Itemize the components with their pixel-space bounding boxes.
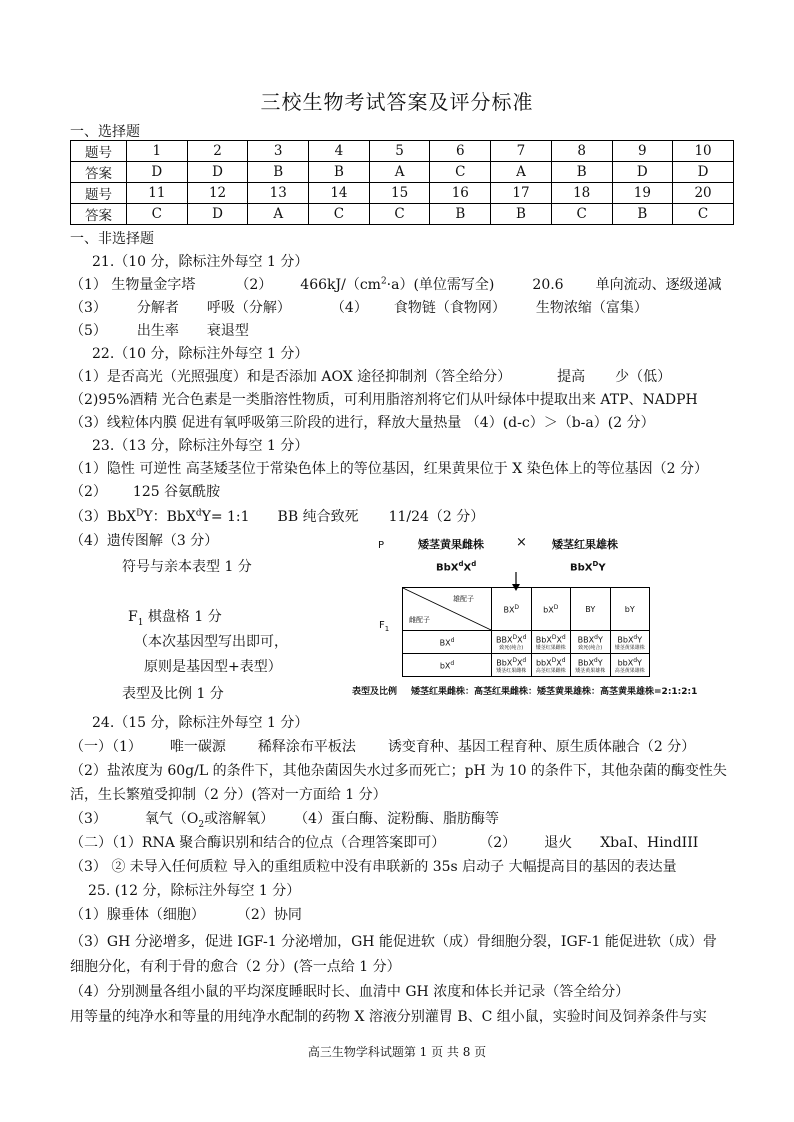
offspring-cell xyxy=(610,631,650,654)
answer-cell: B xyxy=(612,204,673,225)
female-gamete: $BX^d$ xyxy=(403,631,492,654)
superscript: d xyxy=(594,634,598,642)
cross-symbol: × xyxy=(516,535,527,550)
question-number: 17 xyxy=(491,183,552,204)
question-number: 1 xyxy=(127,141,188,162)
answer-text: （1）腺垂体（细胞） xyxy=(70,907,205,923)
genotype-text: Y xyxy=(598,562,606,574)
offspring-genotype: $BBX^DX^d$ xyxy=(496,634,527,645)
q23-line1: （1）隐性 可逆性 高茎矮茎位于常染色体上的等位基因，红果黄果位于 X 染色体上的等位基因（2 分） xyxy=(70,461,709,477)
female-gamete-label: 雌配子 xyxy=(409,616,430,624)
q23-line7: （本次基因型写出即可， xyxy=(134,634,288,650)
subscript: 1 xyxy=(384,625,390,633)
question-number: 12 xyxy=(187,183,248,204)
superscript: d xyxy=(561,634,566,642)
q24-line4 xyxy=(70,808,499,830)
male-gamete: bY xyxy=(610,588,650,631)
question-number: 10 xyxy=(673,141,734,162)
question-number: 3 xyxy=(248,141,309,162)
q25-line3: 细胞分化，有利于骨的愈合（2 分）(答一点给 1 分） xyxy=(70,959,401,975)
answer-text: 分解者 xyxy=(136,300,179,316)
answer-cell: C xyxy=(369,204,430,225)
answer-text: 棋盘格 1 分 xyxy=(143,609,222,625)
answer-text: 食物链（食物网） xyxy=(393,300,506,316)
answer-text: 20.6 xyxy=(532,277,564,293)
answer-text: （5） xyxy=(70,323,107,339)
answer-text: 11/24（2 分） xyxy=(388,509,485,525)
section-heading-nonchoice: 一、非选择题 xyxy=(70,231,154,247)
q22-line2: （2)95%酒精 光合色素是一类脂溶性物质，可利用脂溶剂将它们从叶绿体中提取出来 ATP、NADPH xyxy=(70,392,698,408)
subscript: 1 xyxy=(137,617,144,628)
q25-line2: （3）GH 分泌增多，促进 IGF-1 分泌增加，GH 能促进软（成）骨细胞分裂，IGF-1 能促进软（成）骨 xyxy=(70,934,717,950)
offspring-cell xyxy=(531,631,571,654)
answer-cell: A xyxy=(248,204,309,225)
superscript: D xyxy=(514,603,520,611)
q22-line3: （3）线粒体内膜 促进有氧呼吸第三阶段的进行，释放大量热量 （4）(d-c）＞（b-a）(2 分） xyxy=(70,415,655,431)
question-number: 15 xyxy=(369,183,430,204)
offspring-phenotype: 矮茎黄果雄株 xyxy=(614,644,645,651)
superscript: D xyxy=(512,634,518,642)
offspring-genotype: BbX$^d$Y xyxy=(577,657,603,668)
answer-text: F xyxy=(128,609,138,625)
question-number: 8 xyxy=(551,141,612,162)
question-number: 2 xyxy=(187,141,248,162)
male-genotype xyxy=(570,560,606,573)
answer-cell: A xyxy=(369,162,430,183)
superscript: 2 xyxy=(380,276,387,287)
superscript: d xyxy=(633,634,638,642)
q24-line5 xyxy=(70,832,698,852)
table-row xyxy=(71,162,734,183)
answer-cell: B xyxy=(430,204,491,225)
superscript: d xyxy=(522,657,527,665)
answer-cell: D xyxy=(673,162,734,183)
answer-text: 466kJ/（cm xyxy=(300,277,381,293)
genotype-text: X xyxy=(463,562,472,574)
q24-heading: 24.（15 分，除标注外每空 1 分） xyxy=(92,715,309,731)
q24-line3: 活，生长繁殖受抑制（2 分）(答对一方面给 1 分） xyxy=(70,787,387,803)
question-number: 5 xyxy=(369,141,430,162)
q23-line4: （4）遗传图解（3 分） xyxy=(70,533,219,549)
female-genotype xyxy=(436,560,476,573)
phenotype-ratio xyxy=(352,684,697,697)
q24-line1 xyxy=(70,736,695,756)
table-row xyxy=(403,654,650,677)
superscript: d xyxy=(450,659,455,667)
superscript: D xyxy=(592,560,599,568)
answer-text: 氧气（O xyxy=(144,811,199,827)
answer-text: （1）是否高光（光照强度）和是否添加 AOX 途径抑制剂（答全给分） xyxy=(70,369,512,385)
answer-text: 退火 xyxy=(544,835,573,851)
answer-text: Y：BbX xyxy=(143,509,196,525)
offspring-cell xyxy=(492,631,532,654)
offspring-phenotype: 高茎红果雌株 xyxy=(535,667,566,674)
q23-line8: 原则是基因型+表型） xyxy=(144,659,282,675)
answer-text: （一）（1） xyxy=(70,739,142,755)
answer-text: （二）（1）RNA 聚合酶识别和结合的位点（合理答案即可） xyxy=(70,835,446,851)
answer-text: 出生率 xyxy=(136,323,179,339)
answer-cell: D xyxy=(187,162,248,183)
answer-text: （4）蛋白酶、淀粉酶、脂肪酶等 xyxy=(294,811,500,827)
answer-text: 呼吸（分解） xyxy=(206,300,291,316)
answer-text: 或溶解氧） xyxy=(204,811,275,827)
answer-text: 单向流动、逐级递减 xyxy=(595,277,722,293)
row-label: 题号 xyxy=(71,141,127,162)
question-number: 18 xyxy=(551,183,612,204)
answer-text: 提高 xyxy=(557,369,586,385)
answer-text: ·a）(单位需写全) xyxy=(386,277,495,293)
row-label: 题号 xyxy=(71,183,127,204)
offspring-genotype: BbX$^d$Y xyxy=(617,634,643,645)
answer-text: （1） 生物量金字塔 xyxy=(70,277,196,293)
answer-cell: C xyxy=(430,162,491,183)
q21-line1 xyxy=(70,274,722,294)
answer-text: （2） xyxy=(235,277,273,293)
table-row xyxy=(403,588,650,631)
offspring-cell xyxy=(571,631,611,654)
row-label: 答案 xyxy=(71,204,127,225)
answer-text: （2） xyxy=(479,835,517,851)
answer-text: 诱变育种、基因工程育种、原生质体融合（2 分） xyxy=(387,739,696,755)
q22-line1 xyxy=(70,366,671,386)
question-number: 9 xyxy=(612,141,673,162)
question-number: 13 xyxy=(248,183,309,204)
offspring-genotype: bbX$^d$Y xyxy=(617,657,642,668)
answer-cell: D xyxy=(612,162,673,183)
q25-line4: （4）分别测量各组小鼠的平均深度睡眠时长、血清中 GH 浓度和体长并记录（答全给分） xyxy=(70,984,630,1000)
q25-line5: 用等量的纯净水和等量的用纯净水配制的药物 X 溶液分别灌胃 B、C 组小鼠，实验时间及饲养条件与实 xyxy=(70,1009,707,1025)
superscript: d xyxy=(633,657,638,665)
q23-heading: 23.（13 分，除标注外每空 1 分） xyxy=(92,438,309,454)
offspring-phenotype: 致死(纯合) xyxy=(578,644,603,651)
q25-heading: 25. (12 分，除标注外每空 1 分） xyxy=(88,883,301,899)
answer-text: （3） xyxy=(70,811,107,827)
answer-text: XbaI、HindIII xyxy=(600,835,699,851)
male-parent-label: 矮茎红果雄株 xyxy=(552,538,618,551)
offspring-genotype: BBX$^d$Y xyxy=(577,634,603,645)
offspring-genotype: $BbX^DX^d$ xyxy=(496,657,527,668)
answer-text: （2）协同 xyxy=(236,907,302,923)
female-gamete: $bX^d$ xyxy=(403,654,492,677)
table-row xyxy=(71,183,734,204)
answer-text: （3）BbX xyxy=(70,509,137,525)
punnett-square xyxy=(402,587,650,677)
answer-text: 唯一碳源 xyxy=(169,739,226,755)
question-number: 14 xyxy=(309,183,370,204)
answer-cell: C xyxy=(309,204,370,225)
offspring-phenotype: 高茎黄果雄株 xyxy=(614,667,645,674)
row-label: 答案 xyxy=(71,162,127,183)
offspring-cell xyxy=(531,654,571,677)
offspring-phenotype: 致死(纯合) xyxy=(499,644,524,651)
question-number: 16 xyxy=(430,183,491,204)
answer-text: （3） xyxy=(70,300,107,316)
male-gamete-label: 雄配子 xyxy=(453,595,474,603)
ratio-label: 表型及比例 xyxy=(352,687,398,697)
genotype-text: BbX xyxy=(570,562,593,574)
q22-heading: 22.（10 分，除标注外每空 1 分） xyxy=(92,346,309,362)
male-gamete: BY xyxy=(571,588,611,631)
superscript: d xyxy=(458,560,464,568)
q24-line2: （2）盐浓度为 60g/L 的条件下，其他杂菌因失水过多而死亡；pH 为 10 的条件下，其他杂菌的酶变性失 xyxy=(70,763,727,779)
table-row xyxy=(403,631,650,654)
answer-text: 衰退型 xyxy=(206,323,249,339)
offspring-phenotype: 矮茎红果雌株 xyxy=(496,667,527,674)
answer-cell: A xyxy=(491,162,552,183)
superscript: D xyxy=(512,657,517,665)
answer-cell: B xyxy=(491,204,552,225)
female-parent-label: 矮茎黄果雌株 xyxy=(418,538,484,551)
male-gamete: $bX^D$ xyxy=(531,588,571,631)
q23-line5: 符号与亲本表型 1 分 xyxy=(122,559,252,575)
q23-line9: 表型及比例 1 分 xyxy=(122,686,224,702)
q23-line3 xyxy=(70,506,484,526)
f1-text: F xyxy=(379,620,385,631)
question-number: 19 xyxy=(612,183,673,204)
page-footer: 高三生物学科试题第 1 页 共 8 页 xyxy=(307,1045,487,1059)
q21-line3 xyxy=(70,320,249,340)
subscript: 2 xyxy=(198,819,205,830)
ratio-text: 矮茎红果雌株：高茎红果雌株：矮茎黄果雄株：高茎黄果雄株=2:1:2:1 xyxy=(411,687,698,697)
question-number: 6 xyxy=(430,141,491,162)
q23-line6 xyxy=(128,606,222,628)
superscript: d xyxy=(522,634,527,642)
q21-heading: 21.（10 分，除标注外每空 1 分） xyxy=(92,254,309,270)
answer-cell: D xyxy=(187,204,248,225)
superscript: d xyxy=(471,560,477,568)
genotype-text: BbX xyxy=(436,562,459,574)
superscript: d xyxy=(593,657,598,665)
superscript: d xyxy=(195,508,202,519)
offspring-cell xyxy=(571,654,611,677)
answer-text: （2） xyxy=(70,484,107,500)
answer-cell: B xyxy=(551,162,612,183)
offspring-cell xyxy=(492,654,532,677)
table-row xyxy=(71,141,734,162)
answer-text: （4） xyxy=(330,300,368,316)
answer-text: 生物浓缩（富集） xyxy=(535,300,648,316)
table-row xyxy=(71,204,734,225)
offspring-cell xyxy=(610,654,650,677)
superscript: d xyxy=(450,636,455,644)
gamete-header-cell xyxy=(403,588,492,631)
superscript: d xyxy=(561,657,566,665)
f1-label xyxy=(379,620,389,633)
section-heading-choice: 一、选择题 xyxy=(70,124,140,140)
q23-line2 xyxy=(70,481,220,501)
answer-cell: C xyxy=(127,204,188,225)
superscript: D xyxy=(136,508,144,519)
page-title: 三校生物考试答案及评分标准 xyxy=(260,90,534,114)
answer-text: Y= 1:1 xyxy=(201,509,250,525)
q25-line1 xyxy=(70,904,302,924)
question-number: 7 xyxy=(491,141,552,162)
q24-line6: （3） ② 未导入任何质粒 导入的重组质粒中没有串联新的 35s 启动子 大幅提高目的基因的表达量 xyxy=(70,859,677,875)
question-number: 20 xyxy=(673,183,734,204)
offspring-phenotype: 矮茎黄果雄株 xyxy=(575,667,606,674)
p-generation-label: P xyxy=(378,540,385,551)
superscript: D xyxy=(551,634,557,642)
answer-cell: C xyxy=(673,204,734,225)
male-gamete: $BX^D$ xyxy=(492,588,532,631)
offspring-genotype: $BbX^DX^d$ xyxy=(535,634,566,645)
question-number: 11 xyxy=(127,183,188,204)
answer-cell: B xyxy=(309,162,370,183)
answer-text: BB 纯合致死 xyxy=(277,509,359,525)
question-number: 4 xyxy=(309,141,370,162)
q21-line2 xyxy=(70,297,648,317)
answer-cell: D xyxy=(127,162,188,183)
superscript: D xyxy=(553,603,559,611)
answer-text: 125 谷氨酰胺 xyxy=(132,484,221,500)
answer-text: 少（低） xyxy=(615,369,672,385)
answer-cell: C xyxy=(551,204,612,225)
superscript: D xyxy=(551,657,557,665)
answer-cell: B xyxy=(248,162,309,183)
offspring-genotype: $bbX^DX^d$ xyxy=(535,657,566,668)
answer-text: 稀释涂布平板法 xyxy=(257,739,356,755)
answer-table xyxy=(70,140,734,225)
offspring-phenotype: 矮茎红果雌株 xyxy=(535,644,566,651)
